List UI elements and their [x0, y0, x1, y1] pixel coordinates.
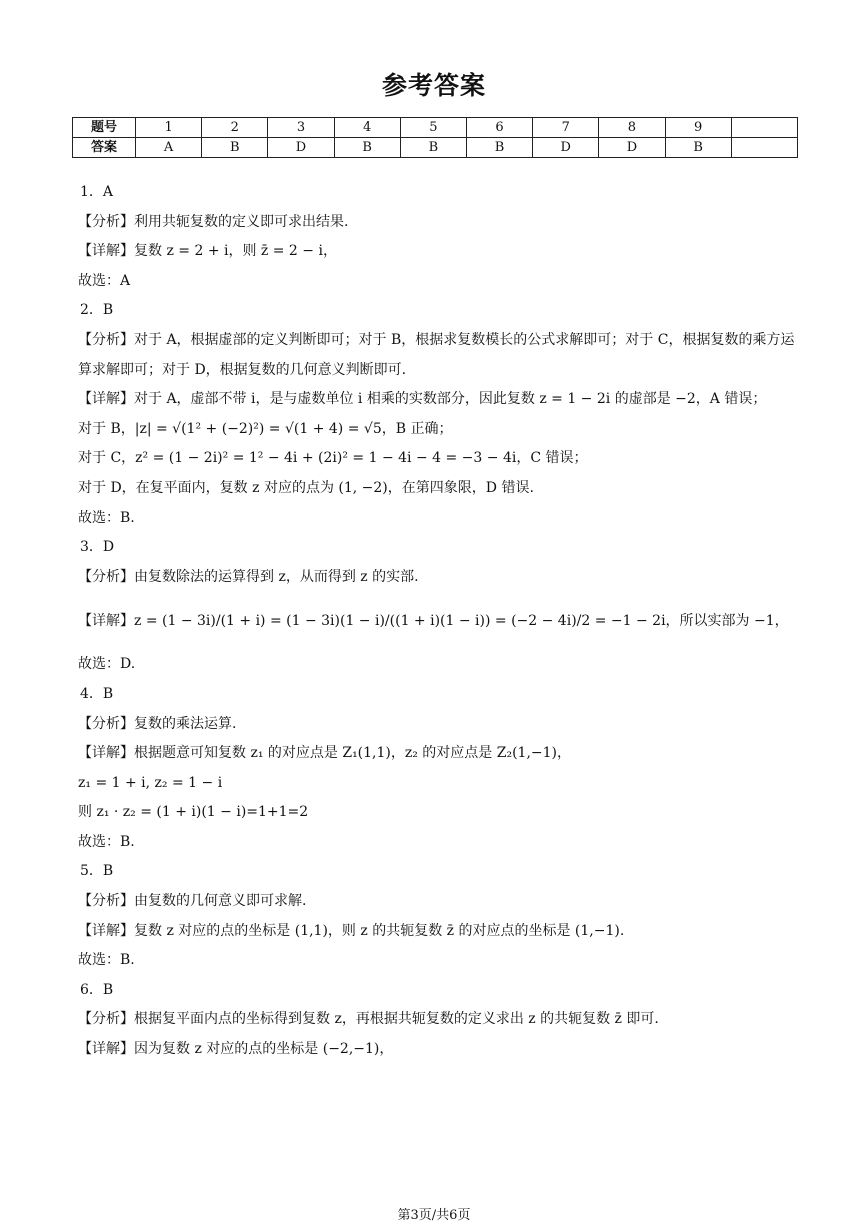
answer-cell: A [136, 138, 202, 158]
number-header: 题号 [73, 118, 136, 138]
number-cell [731, 118, 797, 138]
question-number: 4．B [80, 685, 114, 702]
analysis-line: 【分析】复数的乘法运算. [78, 715, 237, 732]
answer-table [72, 117, 798, 158]
answer-cell: D [268, 138, 334, 158]
answer-cell: B [202, 138, 268, 158]
number-cell: 4 [334, 118, 400, 138]
number-cell: 7 [533, 118, 599, 138]
answer-cell: D [533, 138, 599, 158]
choice-line: 故选：B. [78, 952, 135, 969]
choice-line: 故选：B. [78, 833, 135, 850]
answer-cell: B [334, 138, 400, 158]
detail-line: 则 z₁ · z₂ = (1 + i)(1 − i)=1+1=2 [78, 804, 309, 821]
page-footer: 第3页/共6页 [397, 1208, 471, 1223]
choice-line: 故选：A [78, 272, 131, 289]
number-cell: 3 [268, 118, 334, 138]
number-cell: 5 [400, 118, 466, 138]
page-title: 参考答案 [381, 71, 486, 100]
question-number: 1．A [80, 184, 114, 200]
number-cell: 9 [665, 118, 731, 138]
answer-cell: B [665, 138, 731, 158]
answer-cell: B [466, 138, 532, 158]
number-cell: 2 [202, 118, 268, 138]
question-number: 2．B [80, 302, 114, 319]
detail-line: 【详解】z = (1 − 3i)/(1 + i) = (1 − 3i)(1 − i)/((1 + i)(1 − i)) = (−2 − 4i)/2 = −1 − 2i，所以实部为 −1， [78, 613, 789, 630]
analysis-line: 【分析】由复数除法的运算得到 z，从而得到 z 的实部. [78, 568, 419, 585]
detail-line: 【详解】对于 A，虚部不带 i，是与虚数单位 i 相乘的实数部分，因此复数 z = 1 − 2i 的虚部是 −2，A 错误； [78, 391, 767, 408]
answer-cell: D [599, 138, 665, 158]
choice-line: 故选：B. [78, 509, 135, 526]
analysis-line: 【分析】对于 A，根据虚部的定义判断即可；对于 B，根据求复数模长的公式求解即可；对于 C，根据复数的乘方运算求解即可；对于 D，根据复数的几何意义判断即可. [78, 331, 795, 378]
answer-cell [731, 138, 797, 158]
detail-line: z₁ = 1 + i, z₂ = 1 − i [78, 774, 223, 791]
analysis-line: 【分析】利用共轭复数的定义即可求出结果. [78, 213, 349, 230]
solution-body [78, 178, 798, 1065]
answer-table-number-row [73, 118, 798, 138]
detail-line: 【详解】复数 z 对应的点的坐标是 (1,1)，则 z 的共轭复数 z̄ 的对应点的坐标是 (1,−1). [78, 922, 625, 939]
answer-header: 答案 [73, 138, 136, 158]
detail-line: 【详解】因为复数 z 对应的点的坐标是 (−2,−1)， [78, 1041, 394, 1058]
detail-line: 【详解】复数 z = 2 + i，则 z̄ = 2 − i， [78, 243, 337, 260]
analysis-line: 【分析】由复数的几何意义即可求解. [78, 893, 307, 910]
question-number: 5．B [80, 863, 114, 880]
question-number: 6．B [80, 981, 114, 998]
number-cell: 6 [466, 118, 532, 138]
number-cell: 1 [136, 118, 202, 138]
answer-table-answer-row [73, 138, 798, 158]
detail-line: 对于 D，在复平面内，复数 z 对应的点为 (1, −2)，在第四象限，D 错误. [78, 479, 534, 496]
answer-cell: B [400, 138, 466, 158]
detail-line: 对于 B，|z| = √(1² + (−2)²) = √(1 + 4) = √5，B 正确； [78, 420, 453, 437]
detail-line: 【详解】根据题意可知复数 z₁ 的对应点是 Z₁(1,1)，z₂ 的对应点是 Z₂(1,−1)， [78, 745, 572, 762]
question-number: 3．D [80, 539, 115, 556]
analysis-line: 【分析】根据复平面内点的坐标得到复数 z，再根据共轭复数的定义求出 z 的共轭复数 z̄ 即可. [78, 1011, 659, 1028]
number-cell: 8 [599, 118, 665, 138]
detail-line: 对于 C，z² = (1 − 2i)² = 1² − 4i + (2i)² = 1 − 4i − 4 = −3 − 4i，C 错误； [78, 450, 588, 467]
choice-line: 故选：D. [78, 656, 136, 673]
